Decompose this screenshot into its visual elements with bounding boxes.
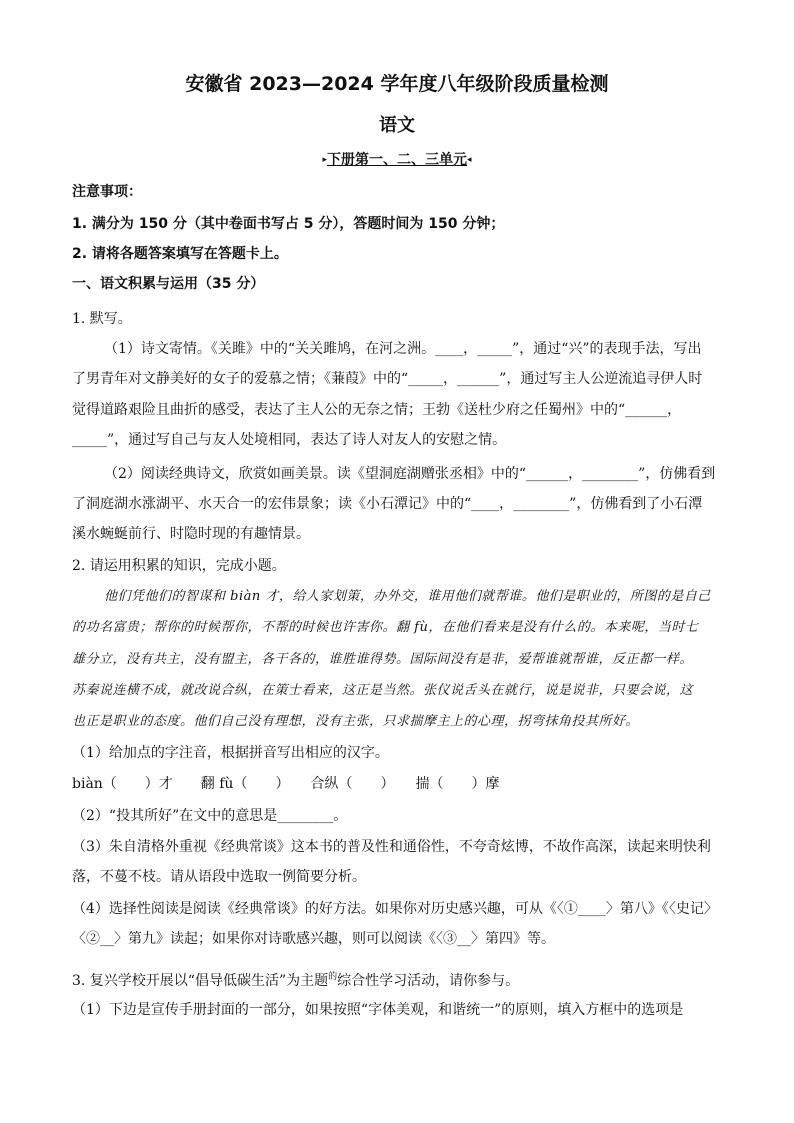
subject-title: 语文 xyxy=(379,115,415,136)
question-1-line: 了男青年对文静美好的女子的爱慕之情；《蒹葭》中的“_____，______”，通过写主人公逆流追寻伊人时 xyxy=(72,371,703,387)
question-3-label xyxy=(72,967,714,991)
question-2-sub4-line: 〈②__〉第九》读起；如果你对诗歌感兴趣，则可以阅读《〈③__〉第四》等。 xyxy=(72,931,555,947)
question-1-line: _____”，通过写自己与友人处境相同，表达了诗人对友人的安慰之情。 xyxy=(72,432,507,448)
unit-scope-text: 下册第一、二、三单元 xyxy=(327,152,467,168)
question-3-label-end: 综合性学习活动，请你参与。 xyxy=(337,973,520,989)
notes-heading: 注意事项： xyxy=(72,184,142,200)
question-2-sub3-line: （3）朱自清格外重视《经典常谈》这本书的普及性和通俗性，不夸奇炫博，不故作高深，读起来明快利 xyxy=(72,839,711,855)
question-1-line: （1）诗文寄情。《关雎》中的“关关雎鸠，在河之洲。____，_____”，通过“兴”的表现手法，写出 xyxy=(104,341,702,357)
question-3-label-sup: 的 xyxy=(328,972,338,982)
passage-line: 苏秦说连横不成，就改说合纵，在策士看来，这正是当然。张仪说舌头在就行，说是说非，只要会说，这 xyxy=(72,683,694,698)
triangle-left-icon: ◂ xyxy=(467,155,472,165)
section-heading: 一、语文积累与运用（35 分） xyxy=(72,276,265,292)
question-2-sub4-line: （4）选择性阅读是阅读《经典常谈》的好方法。如果你对历史感兴趣，可从《〈①____〉第八》《〈史记〉 xyxy=(72,901,718,917)
passage-line: 也正是职业的态度。他们自己没有理想，没有主张，只求揣摩主上的心理，拐弯抹角投其所好。 xyxy=(72,714,640,729)
passage-line: 雄分立，没有共主，没有盟主，各干各的，谁胜谁得势。国际间没有是非，爱帮谁就帮谁，反正都一样。 xyxy=(72,652,694,667)
question-2-sub1: （1）给加点的字注音，根据拼音写出相应的汉字。 xyxy=(72,745,389,761)
question-2-sub2: （2）“投其所好”在文中的意思是________。 xyxy=(72,808,348,824)
question-2-label: 2. 请运用积累的知识，完成小题。 xyxy=(72,558,286,574)
question-2-sub1-fill: biàn（ ）才 翻 fù（ ） 合纵（ ） 揣（ ）摩 xyxy=(72,776,500,792)
exam-title: 安徽省 2023—2024 学年度八年级阶段质量检测 xyxy=(185,73,609,95)
question-3-sub1: （1）下边是宣传手册封面的一部分，如果按照“字体美观，和谐统一”的原则，填入方框中的选项是 xyxy=(72,1002,684,1018)
notes-item: 2. 请将各题答案填写在答题卡上。 xyxy=(72,246,288,262)
question-3-label-start: 3. 复兴学校开展以“倡导低碳生活”为主题 xyxy=(72,973,329,989)
notes-item: 1. 满分为 150 分（其中卷面书写占 5 分），答题时间为 150 分钟； xyxy=(72,216,505,232)
passage-line: 的功名富贵；帮你的时候帮你，不帮的时候也许害你。翻 fù，在他们看来是没有什么的。本来呢，当时七 xyxy=(72,620,699,635)
question-2-sub3-line: 落，不蔓不枝。请从语段中选取一例简要分析。 xyxy=(72,869,366,885)
passage-line: 他们凭他们的智谋和 biàn 才，给人家划策，办外交，谁用他们就帮谁。他们是职业的，所图的是自己 xyxy=(104,589,711,604)
question-1-line: （2）阅读经典诗文，欣赏如画美景。读《望洞庭湖赠张丞相》中的“______，________”，仿佛看到 xyxy=(104,466,716,482)
question-1-line: 溪水蜿蜒前行、时隐时现的有趣情景。 xyxy=(72,526,310,542)
question-1-line: 了洞庭湖水涨湖平、水天合一的宏伟景象；读《小石潭记》中的“____，________”，仿佛看到了小石潭 xyxy=(72,496,703,512)
question-1-line: 觉得道路艰险且曲折的感受，表达了主人公的无奈之情；王勃《送杜少府之任蜀州》中的“______， xyxy=(72,402,682,418)
question-1-label: 1. 默写。 xyxy=(72,311,132,327)
triangle-right-icon: ▸ xyxy=(322,155,327,165)
unit-scope xyxy=(0,150,794,170)
